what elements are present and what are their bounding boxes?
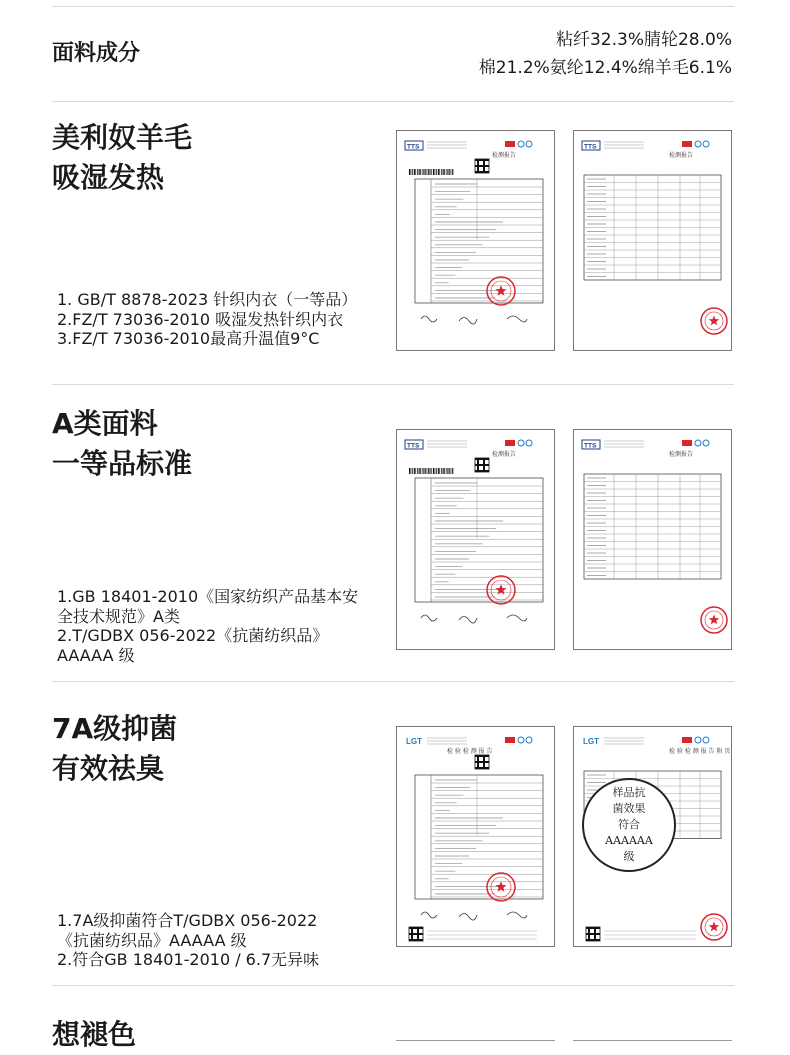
- barcode-bar: [411, 468, 412, 474]
- magnifier-line: AAAAAA: [605, 834, 653, 847]
- qr-module: [477, 757, 479, 759]
- qr-module: [417, 929, 419, 931]
- section-1-notes: [57, 290, 387, 349]
- qr-module: [485, 470, 487, 472]
- composition-line-2: 棉21.2%氨纶12.4%绵羊毛6.1%: [478, 58, 732, 78]
- section-3-notes: [57, 911, 387, 970]
- star-icon: [495, 881, 506, 892]
- barcode-bar: [436, 468, 437, 474]
- qr-module: [487, 171, 489, 173]
- qr-module: [487, 458, 489, 460]
- section-3-title: [52, 709, 177, 789]
- barcode-bar: [412, 468, 413, 474]
- section-2-title-line-1: A类面料: [52, 407, 158, 440]
- qr-module: [477, 464, 479, 466]
- report-title: 检 验 检 测 报 告: [447, 748, 493, 755]
- qr-module: [485, 767, 487, 769]
- org-logo-text: TTS: [584, 442, 597, 450]
- barcode-bar: [446, 468, 447, 474]
- barcode-bar: [446, 169, 447, 175]
- qr-module: [594, 937, 596, 939]
- section-1-title-line-2: 吸湿发热: [52, 161, 165, 194]
- qr-module: [477, 163, 479, 165]
- accreditation-icon: [526, 440, 532, 446]
- qr-module: [483, 167, 485, 169]
- section-1-title: [52, 118, 192, 198]
- qr-module: [485, 755, 487, 757]
- fabric-label: 面料成分: [52, 41, 141, 66]
- qr-module: [475, 761, 477, 763]
- section-2-note-2: 全技术规范》A类: [57, 606, 180, 626]
- barcode-bar: [451, 468, 452, 474]
- qr-module: [479, 159, 481, 161]
- qr-module: [483, 165, 485, 167]
- report-table: [415, 478, 543, 602]
- qr-module: [594, 929, 596, 931]
- qr-module: [485, 464, 487, 466]
- report-title: 检测报告: [492, 451, 517, 458]
- qr-module: [487, 761, 489, 763]
- qr-module: [479, 755, 481, 757]
- accreditation-icon: [695, 737, 701, 743]
- accreditation-icon: [695, 440, 701, 446]
- qr-module: [588, 929, 590, 931]
- qr-module: [487, 755, 489, 757]
- qr-module: [481, 470, 483, 472]
- magnifier-line: 样品抗: [612, 786, 646, 799]
- qr-module: [483, 468, 485, 470]
- qr-module: [483, 767, 485, 769]
- qr-module: [417, 935, 419, 937]
- barcode-bar: [415, 468, 416, 474]
- section-3-note-2: 《抗菌纺织品》AAAAA 级: [57, 930, 247, 950]
- qr-module: [477, 169, 479, 171]
- qr-module: [594, 933, 596, 935]
- magnifier-line: 级: [623, 850, 635, 863]
- qr-module: [598, 933, 600, 935]
- org-logo-text: TTS: [407, 442, 420, 450]
- section-3-note-1: 1.7A级抑菌符合T/GDBX 056-2022: [57, 911, 318, 930]
- barcode-bar: [431, 468, 432, 474]
- certificate-image: [396, 429, 555, 650]
- certificate-image: [573, 429, 732, 650]
- qr-module: [594, 927, 596, 929]
- accreditation-icon: [682, 440, 692, 446]
- qr-module: [411, 937, 413, 939]
- divider-3: [52, 681, 734, 682]
- barcode-bar: [443, 468, 444, 474]
- accreditation-icon: [703, 737, 709, 743]
- qr-module: [596, 939, 598, 941]
- qr-module: [592, 939, 594, 941]
- barcode-bar: [412, 169, 413, 175]
- report-title: 检测报告: [669, 451, 694, 458]
- qr-module: [586, 939, 588, 941]
- qr-module: [411, 939, 413, 941]
- barcode-bar: [451, 169, 452, 175]
- qr-module: [485, 165, 487, 167]
- qr-module: [487, 165, 489, 167]
- qr-module: [477, 755, 479, 757]
- fabric-composition: [479, 26, 732, 82]
- barcode-bar: [414, 169, 415, 175]
- qr-module: [409, 927, 411, 929]
- qr-module: [477, 765, 479, 767]
- barcode-bar: [430, 169, 431, 175]
- qr-module: [419, 933, 421, 935]
- accreditation-icon: [518, 737, 524, 743]
- barcode-bar: [415, 169, 416, 175]
- qr-module: [590, 933, 592, 935]
- qr-module: [485, 458, 487, 460]
- report-title: 检测报告: [669, 152, 694, 159]
- divider-1: [52, 101, 734, 102]
- qr-module: [479, 458, 481, 460]
- qr-module: [485, 159, 487, 161]
- qr-module: [596, 933, 598, 935]
- accreditation-icon: [526, 737, 532, 743]
- barcode-bar: [414, 468, 415, 474]
- org-logo-text: LGT: [583, 737, 599, 746]
- accreditation-icon: [703, 141, 709, 147]
- qr-module: [477, 458, 479, 460]
- barcode-bar: [449, 169, 450, 175]
- barcode-bar: [441, 169, 442, 175]
- qr-module: [475, 755, 477, 757]
- qr-module: [479, 470, 481, 472]
- qr-module: [417, 939, 419, 941]
- barcode-bar: [425, 468, 426, 474]
- barcode-bar: [452, 169, 453, 175]
- qr-module: [588, 935, 590, 937]
- qr-module: [481, 464, 483, 466]
- qr-module: [483, 464, 485, 466]
- star-icon: [709, 922, 719, 932]
- accreditation-icon: [695, 141, 701, 147]
- qr-module: [411, 933, 413, 935]
- section-2-notes: [57, 587, 387, 665]
- qr-module: [481, 165, 483, 167]
- qr-module: [411, 931, 413, 933]
- barcode-bar: [441, 468, 442, 474]
- qr-module: [411, 935, 413, 937]
- qr-module: [479, 171, 481, 173]
- accreditation-icon: [518, 440, 524, 446]
- qr-module: [421, 933, 423, 935]
- accreditation-icon: [505, 141, 515, 147]
- barcode-bar: [419, 468, 420, 474]
- qr-module: [481, 458, 483, 460]
- barcode-bar: [431, 169, 432, 175]
- barcode-bar: [436, 169, 437, 175]
- qr-module: [588, 931, 590, 933]
- barcode-bar: [439, 468, 440, 474]
- qr-module: [409, 939, 411, 941]
- qr-module: [417, 937, 419, 939]
- qr-module: [481, 171, 483, 173]
- qr-module: [594, 935, 596, 937]
- barcode-bar: [427, 169, 428, 175]
- qr-module: [487, 470, 489, 472]
- barcode-bar: [420, 169, 421, 175]
- section-2-note-3: 2.T/GDBX 056-2022《抗菌纺织品》: [57, 626, 329, 645]
- accreditation-icon: [682, 737, 692, 743]
- barcode-bar: [452, 468, 453, 474]
- qr-module: [421, 939, 423, 941]
- report-title: 检测报告: [492, 152, 517, 159]
- qr-module: [483, 470, 485, 472]
- qr-module: [477, 763, 479, 765]
- qr-module: [477, 767, 479, 769]
- qr-module: [483, 462, 485, 464]
- qr-module: [485, 761, 487, 763]
- qr-module: [483, 757, 485, 759]
- qr-module: [487, 464, 489, 466]
- barcode-bar: [419, 169, 420, 175]
- accreditation-icon: [526, 141, 532, 147]
- qr-module: [477, 161, 479, 163]
- qr-module: [481, 159, 483, 161]
- qr-module: [419, 939, 421, 941]
- qr-module: [417, 931, 419, 933]
- barcode-bar: [444, 468, 445, 474]
- qr-module: [483, 171, 485, 173]
- barcode-bar: [428, 468, 429, 474]
- qr-module: [483, 759, 485, 761]
- magnifier-line: 符合: [617, 818, 640, 831]
- signature-icon: [421, 912, 527, 920]
- section-3-title-line-2: 有效祛臭: [52, 752, 165, 785]
- barcode-bar: [438, 468, 439, 474]
- qr-module: [479, 165, 481, 167]
- divider-4: [52, 985, 734, 986]
- section-1-note-1: 1. GB/T 8878-2023 针织内衣（一等品）: [57, 290, 358, 309]
- qr-module: [594, 939, 596, 941]
- section-2-title-line-2: 一等品标准: [52, 447, 193, 480]
- barcode-bar: [443, 169, 444, 175]
- barcode-bar: [425, 169, 426, 175]
- org-logo-text: TTS: [584, 143, 597, 151]
- star-icon: [495, 584, 506, 595]
- barcode-bar: [438, 169, 439, 175]
- qr-module: [598, 927, 600, 929]
- magnifier-callout: [582, 778, 676, 872]
- qr-module: [588, 939, 590, 941]
- barcode-bar: [427, 468, 428, 474]
- qr-module: [421, 927, 423, 929]
- qr-module: [590, 927, 592, 929]
- qr-module: [411, 929, 413, 931]
- qr-module: [413, 939, 415, 941]
- qr-module: [586, 933, 588, 935]
- barcode-bar: [447, 169, 448, 175]
- qr-module: [483, 460, 485, 462]
- section-2-title: [52, 404, 192, 484]
- qr-module: [475, 464, 477, 466]
- qr-module: [592, 927, 594, 929]
- qr-module: [477, 466, 479, 468]
- accreditation-icon: [682, 141, 692, 147]
- accreditation-icon: [518, 141, 524, 147]
- qr-module: [481, 755, 483, 757]
- qr-module: [592, 933, 594, 935]
- certificate-image: [396, 726, 555, 947]
- qr-module: [409, 933, 411, 935]
- qr-module: [483, 761, 485, 763]
- qr-module: [477, 159, 479, 161]
- certificate-image-top-edge: [573, 1040, 732, 1041]
- qr-module: [477, 759, 479, 761]
- barcode-bar: [420, 468, 421, 474]
- barcode-bar: [444, 169, 445, 175]
- qr-module: [479, 767, 481, 769]
- star-icon: [495, 285, 506, 296]
- composition-line-1: 粘纤32.3%腈轮28.0%: [555, 30, 732, 50]
- section-4-title: 想褪色: [52, 1018, 137, 1051]
- star-icon: [709, 316, 719, 326]
- qr-module: [411, 927, 413, 929]
- qr-module: [483, 159, 485, 161]
- qr-module: [481, 767, 483, 769]
- qr-module: [413, 933, 415, 935]
- org-logo-text: TTS: [407, 143, 420, 151]
- qr-module: [477, 171, 479, 173]
- barcode-bar: [433, 169, 434, 175]
- qr-module: [586, 927, 588, 929]
- barcode-bar: [435, 468, 436, 474]
- qr-module: [477, 167, 479, 169]
- barcode-bar: [422, 468, 423, 474]
- signature-icon: [421, 316, 527, 324]
- barcode-bar: [417, 169, 418, 175]
- section-1-note-2: 2.FZ/T 73036-2010 吸湿发热针织内衣: [57, 309, 344, 329]
- qr-module: [477, 460, 479, 462]
- qr-module: [483, 169, 485, 171]
- qr-module: [475, 165, 477, 167]
- section-3-title-line-1: 7A级抑菌: [52, 712, 178, 745]
- qr-module: [588, 933, 590, 935]
- qr-module: [598, 939, 600, 941]
- barcode-bar: [411, 169, 412, 175]
- barcode-bar: [423, 468, 424, 474]
- accreditation-icon: [703, 440, 709, 446]
- barcode-bar: [439, 169, 440, 175]
- barcode-bar: [433, 468, 434, 474]
- barcode-bar: [449, 468, 450, 474]
- barcode-bar: [428, 169, 429, 175]
- qr-module: [419, 927, 421, 929]
- qr-module: [483, 466, 485, 468]
- certificate-image-top-edge: [396, 1040, 555, 1041]
- accreditation-icon: [505, 737, 515, 743]
- section-3-note-3: 2.符合GB 18401-2010 / 6.7无异味: [57, 950, 320, 969]
- signature-icon: [421, 615, 527, 623]
- qr-module: [477, 165, 479, 167]
- qr-module: [483, 161, 485, 163]
- qr-module: [475, 767, 477, 769]
- qr-module: [481, 761, 483, 763]
- qr-module: [487, 767, 489, 769]
- qr-module: [413, 927, 415, 929]
- qr-module: [475, 470, 477, 472]
- qr-module: [483, 755, 485, 757]
- certificate-image: [396, 130, 555, 351]
- qr-module: [483, 163, 485, 165]
- qr-module: [477, 761, 479, 763]
- qr-module: [477, 470, 479, 472]
- qr-module: [588, 937, 590, 939]
- barcode-bar: [417, 468, 418, 474]
- qr-module: [483, 458, 485, 460]
- qr-module: [417, 927, 419, 929]
- qr-module: [479, 464, 481, 466]
- top-divider: [52, 6, 734, 7]
- barcode-bar: [409, 169, 410, 175]
- qr-module: [475, 159, 477, 161]
- qr-module: [487, 159, 489, 161]
- report-title: 检 验 检 测 报 告 附 页: [669, 748, 731, 755]
- qr-module: [588, 927, 590, 929]
- section-2-note-4: AAAAA 级: [57, 645, 135, 665]
- qr-module: [415, 933, 417, 935]
- qr-module: [475, 171, 477, 173]
- qr-module: [415, 927, 417, 929]
- qr-module: [477, 468, 479, 470]
- org-logo-text: LGT: [406, 737, 422, 746]
- qr-module: [417, 933, 419, 935]
- qr-module: [475, 458, 477, 460]
- qr-module: [594, 931, 596, 933]
- barcode-bar: [422, 169, 423, 175]
- qr-module: [590, 939, 592, 941]
- section-2-note-1: 1.GB 18401-2010《国家纺织产品基本安: [57, 587, 359, 606]
- qr-module: [479, 761, 481, 763]
- section-1-title-line-1: 美利奴羊毛: [52, 121, 193, 154]
- qr-module: [483, 765, 485, 767]
- barcode-bar: [409, 468, 410, 474]
- certificate-image: [573, 130, 732, 351]
- section-1-note-3: 3.FZ/T 73036-2010最高升温值9°C: [57, 329, 320, 348]
- barcode-bar: [447, 468, 448, 474]
- qr-module: [596, 927, 598, 929]
- barcode-bar: [423, 169, 424, 175]
- divider-2: [52, 384, 734, 385]
- qr-module: [485, 171, 487, 173]
- qr-module: [483, 763, 485, 765]
- star-icon: [709, 615, 719, 625]
- accreditation-icon: [505, 440, 515, 446]
- qr-module: [477, 462, 479, 464]
- report-table: [415, 179, 543, 303]
- report-table: [415, 775, 543, 899]
- qr-module: [415, 939, 417, 941]
- barcode-bar: [430, 468, 431, 474]
- magnifier-line: 菌效果: [612, 802, 646, 815]
- barcode-bar: [435, 169, 436, 175]
